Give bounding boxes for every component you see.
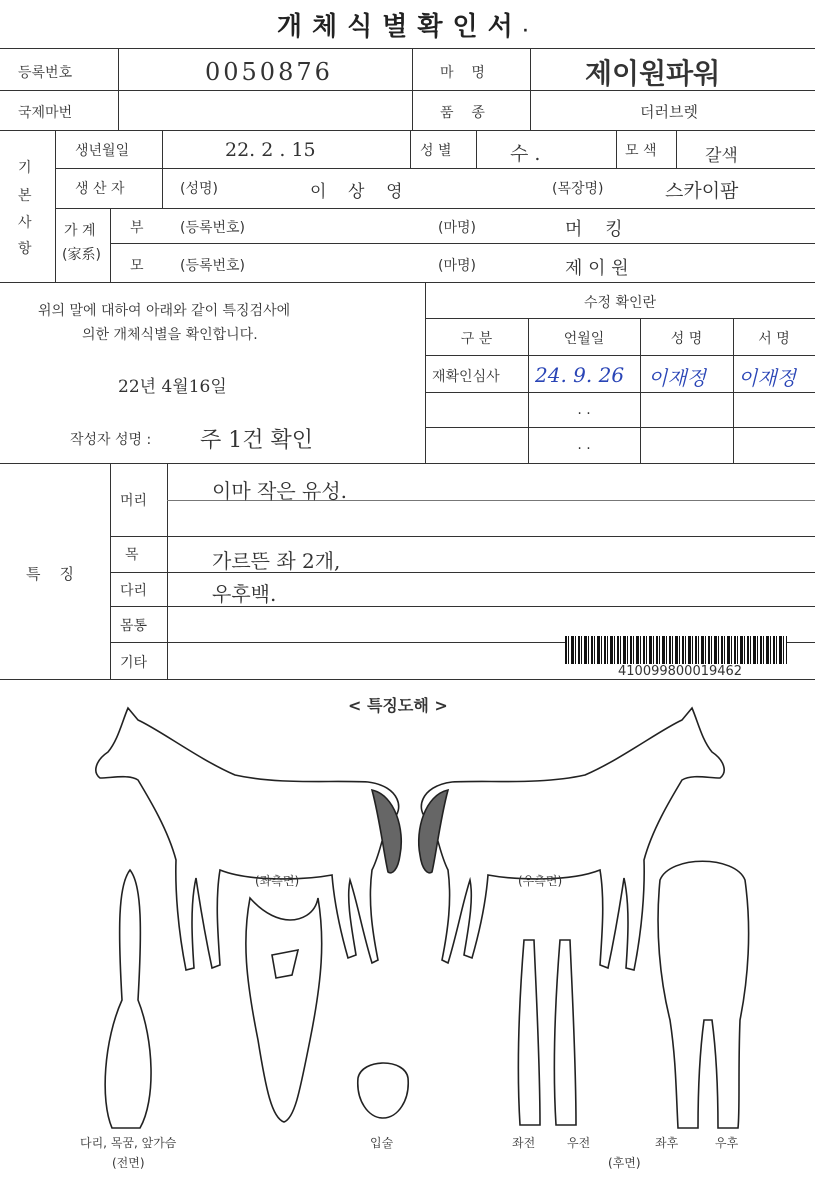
rear-right-leg-label: 우후	[715, 1136, 739, 1150]
dam-name: 제 이 원	[565, 258, 629, 279]
horse-name-value: 제이원파워	[585, 57, 721, 90]
birth-label: 생년월일	[75, 143, 130, 159]
confirm-line-2: 의한 개체식별을 확인합니다.	[82, 327, 258, 343]
feature-label-body: 몸통	[120, 618, 148, 634]
right-side-horse-outline	[419, 708, 724, 970]
front-left-leg-label: 좌전	[512, 1136, 536, 1150]
muzzle-outline	[358, 1063, 408, 1118]
revision-row3-date: . .	[577, 437, 591, 453]
horse-name-label: 마 명	[440, 65, 485, 81]
revision-col-sign: 서 명	[758, 331, 790, 347]
dam-label: 모	[130, 258, 144, 274]
rear-view-horse-outline	[658, 861, 749, 1128]
farm-name-hint: (목장명)	[552, 181, 604, 197]
revision-col-type: 구 분	[460, 331, 493, 347]
barcode-number: 410099800019462	[618, 664, 743, 679]
sire-label: 부	[130, 220, 144, 236]
front-right-leg-label: 우전	[567, 1136, 591, 1150]
coat-color-label: 모 색	[625, 143, 657, 159]
sex-value: 수 .	[510, 143, 541, 165]
revision-row1-name: 이재정	[648, 366, 706, 390]
author-label: 작성자 성명 :	[70, 432, 152, 448]
breed-label: 품 종	[440, 105, 485, 121]
features-section-label: 특 징	[26, 565, 75, 583]
muzzle-caption: 입술	[370, 1136, 394, 1150]
reg-number-value: 0050876	[205, 58, 333, 86]
dam-regno-hint: (등록번호)	[180, 258, 246, 274]
diagram-header: < 특징도해 >	[348, 696, 448, 715]
section-char-2: 본	[18, 188, 32, 204]
left-side-label: (좌측면)	[255, 874, 300, 888]
title-text: 개체식별확인서	[276, 12, 523, 42]
left-side-horse-outline	[96, 708, 401, 970]
feature-head-value: 이마 작은 유성.	[212, 479, 347, 503]
section-char-1: 기	[18, 160, 32, 176]
revision-row1-date: 24. 9. 26	[535, 363, 625, 387]
intl-number-label: 국제마번	[18, 105, 73, 121]
front-view-caption-2: (전면)	[112, 1156, 145, 1170]
revision-row1-sign: 이재정	[738, 366, 796, 390]
breed-value: 더러브렛	[640, 103, 698, 121]
confirm-date: 22년 4월16일	[118, 377, 227, 397]
lineage-label: 가 계	[64, 223, 96, 239]
section-char-4: 항	[18, 241, 32, 257]
lineage-hanja: (家系)	[62, 247, 101, 263]
sex-label: 성 별	[420, 143, 452, 159]
revision-row2-date: . .	[577, 402, 591, 418]
sire-name: 머 킹	[565, 219, 623, 240]
revision-row1-type: 재확인심사	[432, 369, 500, 385]
author-signature: 주 1건 확인	[200, 428, 313, 453]
dam-name-hint: (마명)	[438, 258, 476, 274]
producer-label: 생 산 자	[75, 181, 125, 197]
producer-name-hint: (성명)	[180, 181, 218, 197]
producer-name: 이 상 영	[310, 182, 403, 202]
title-mark: ·	[522, 23, 539, 39]
sire-name-hint: (마명)	[438, 220, 476, 236]
revision-col-name: 성 명	[670, 331, 703, 347]
feature-label-neck: 목	[125, 547, 139, 563]
feature-label-other: 기타	[120, 655, 148, 671]
rear-left-leg-label: 좌후	[655, 1136, 679, 1150]
head-front-outline	[246, 898, 322, 1122]
sire-regno-hint: (등록번호)	[180, 220, 246, 236]
right-side-label: (우측면)	[518, 874, 563, 888]
section-char-3: 사	[18, 215, 32, 231]
coat-color-value: 갈색	[705, 146, 738, 166]
front-view-caption: 다리, 목꿈, 앞가슴	[80, 1136, 177, 1150]
confirm-line-1: 위의 말에 대하여 아래와 같이 특징검사에	[38, 303, 291, 319]
farm-name: 스카이팜	[665, 180, 739, 202]
revision-col-date: 언월일	[563, 331, 605, 347]
feature-neck-value: 가르뜬 좌 2개,	[212, 549, 341, 573]
revision-header: 수정 확인란	[583, 295, 657, 311]
front-view-horse-outline	[105, 870, 151, 1128]
front-legs-outline	[518, 940, 576, 1125]
feature-label-legs: 다리	[120, 583, 148, 599]
reg-number-label: 등록번호	[18, 65, 73, 81]
rear-view-caption: (후면)	[608, 1156, 641, 1170]
feature-legs-value: 우후백.	[212, 582, 277, 606]
feature-label-head: 머리	[120, 493, 148, 509]
birth-value: 22. 2 . 15	[225, 139, 316, 161]
